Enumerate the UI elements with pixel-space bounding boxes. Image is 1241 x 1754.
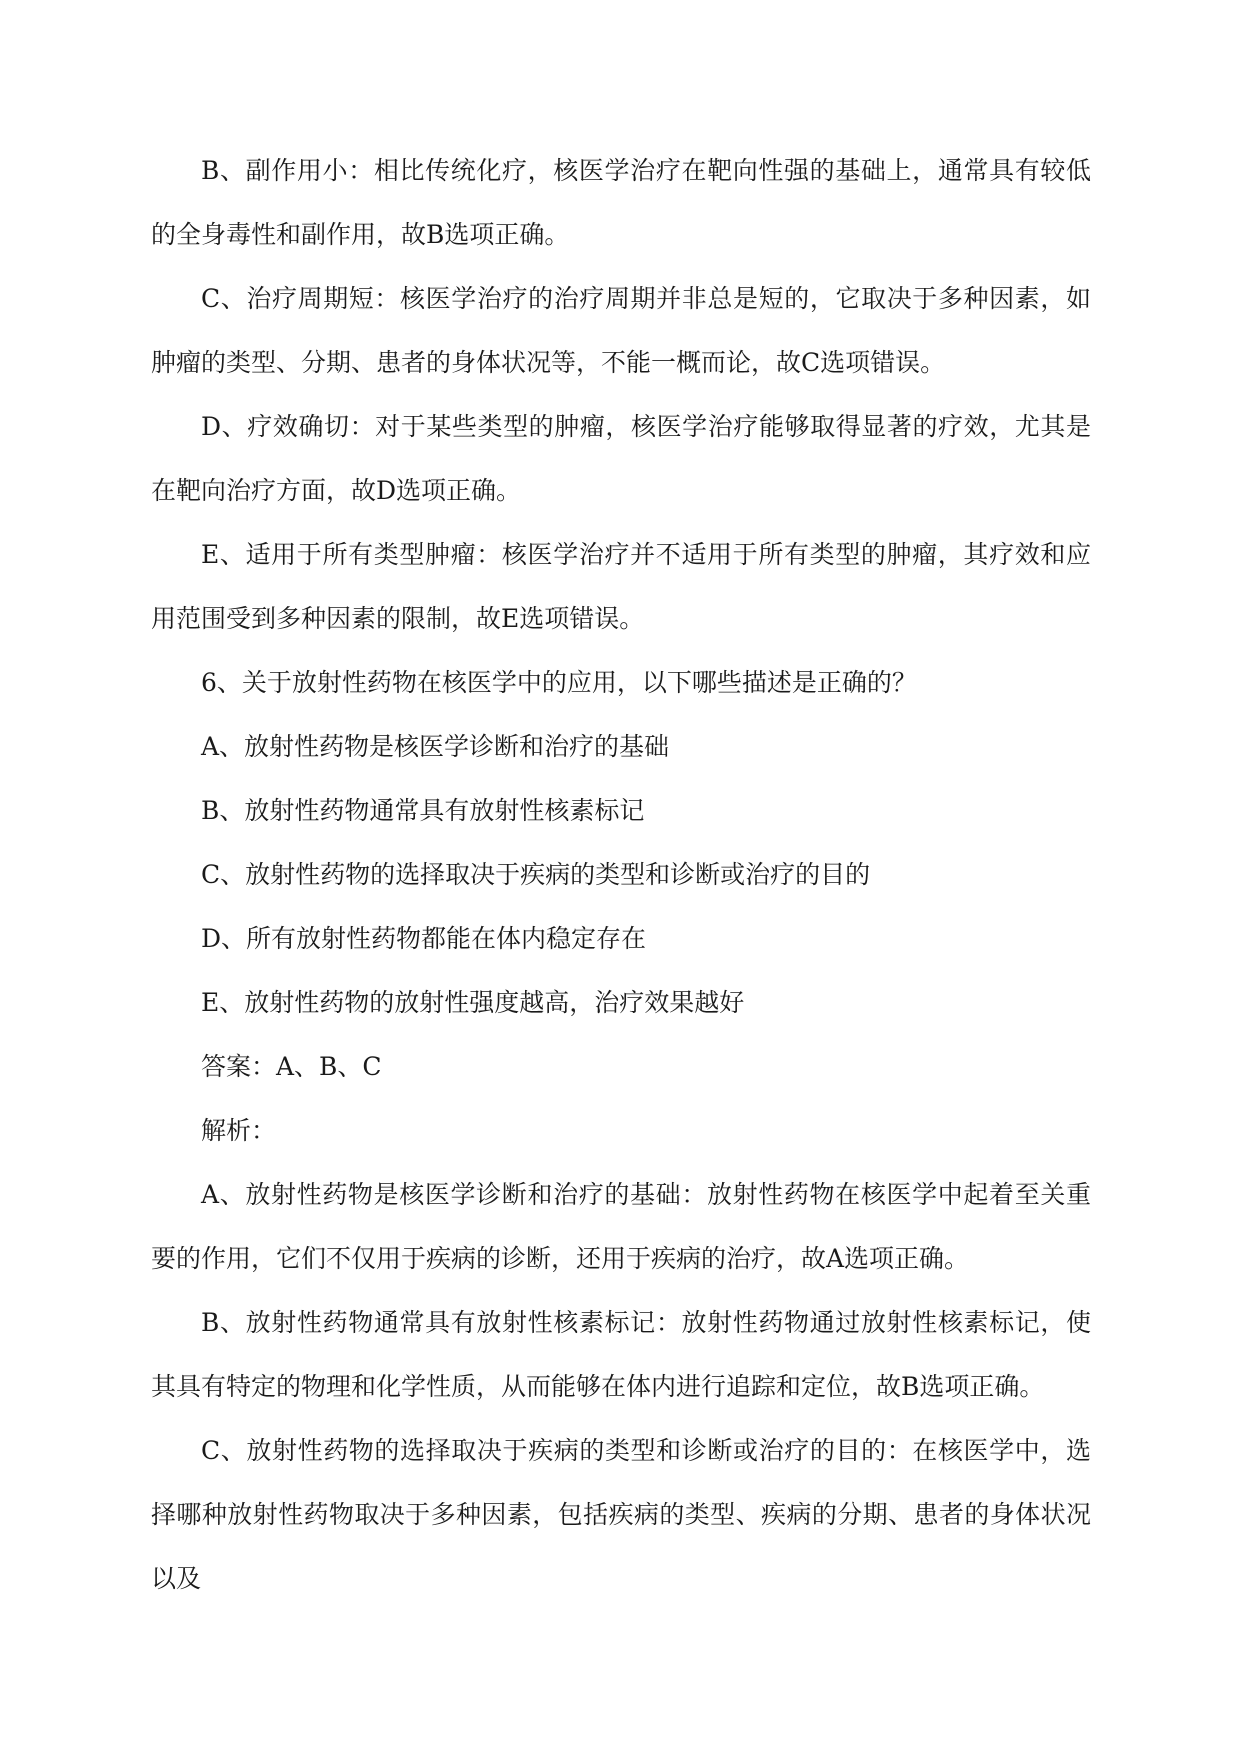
- analysis-a: A、放射性药物是核医学诊断和治疗的基础：放射性药物在核医学中起着至关重要的作用，它们不仅用于疾病的诊断，还用于疾病的治疗，故A选项正确。: [151, 1180, 1091, 1273]
- option-d: D、所有放射性药物都能在体内稳定存在: [201, 924, 647, 953]
- option-e: E、放射性药物的放射性强度越高，治疗效果越好: [201, 988, 745, 1017]
- answer: 答案：A、B、C: [201, 1052, 382, 1081]
- analysis-c: C、放射性药物的选择取决于疾病的类型和诊断或治疗的目的：在核医学中，选择哪种放射性药物取决于多种因素，包括疾病的类型、疾病的分期、患者的身体状况以及: [151, 1436, 1091, 1593]
- analysis-label: 解析：: [201, 1116, 277, 1145]
- explanation-e: E、适用于所有类型肿瘤：核医学治疗并不适用于所有类型的肿瘤，其疗效和应用范围受到多种因素的限制，故E选项错误。: [151, 540, 1091, 633]
- explanation-c: C、治疗周期短：核医学治疗的治疗周期并非总是短的，它取决于多种因素，如肿瘤的类型、分期、患者的身体状况等，不能一概而论，故C选项错误。: [151, 284, 1091, 377]
- explanation-d: D、疗效确切：对于某些类型的肿瘤，核医学治疗能够取得显著的疗效，尤其是在靶向治疗方面，故D选项正确。: [151, 412, 1091, 505]
- option-c: C、放射性药物的选择取决于疾病的类型和诊断或治疗的目的: [201, 860, 871, 889]
- question-stem: 6、关于放射性药物在核医学中的应用，以下哪些描述是正确的？: [201, 668, 917, 697]
- option-b: B、放射性药物通常具有放射性核素标记: [201, 796, 645, 825]
- explanation-b: B、副作用小：相比传统化疗，核医学治疗在靶向性强的基础上，通常具有较低的全身毒性和副作用，故B选项正确。: [151, 156, 1091, 249]
- option-a: A、放射性药物是核医学诊断和治疗的基础: [201, 732, 670, 761]
- analysis-b: B、放射性药物通常具有放射性核素标记：放射性药物通过放射性核素标记，使其具有特定的物理和化学性质，从而能够在体内进行追踪和定位，故B选项正确。: [151, 1308, 1091, 1401]
- page-content: [151, 139, 1091, 1611]
